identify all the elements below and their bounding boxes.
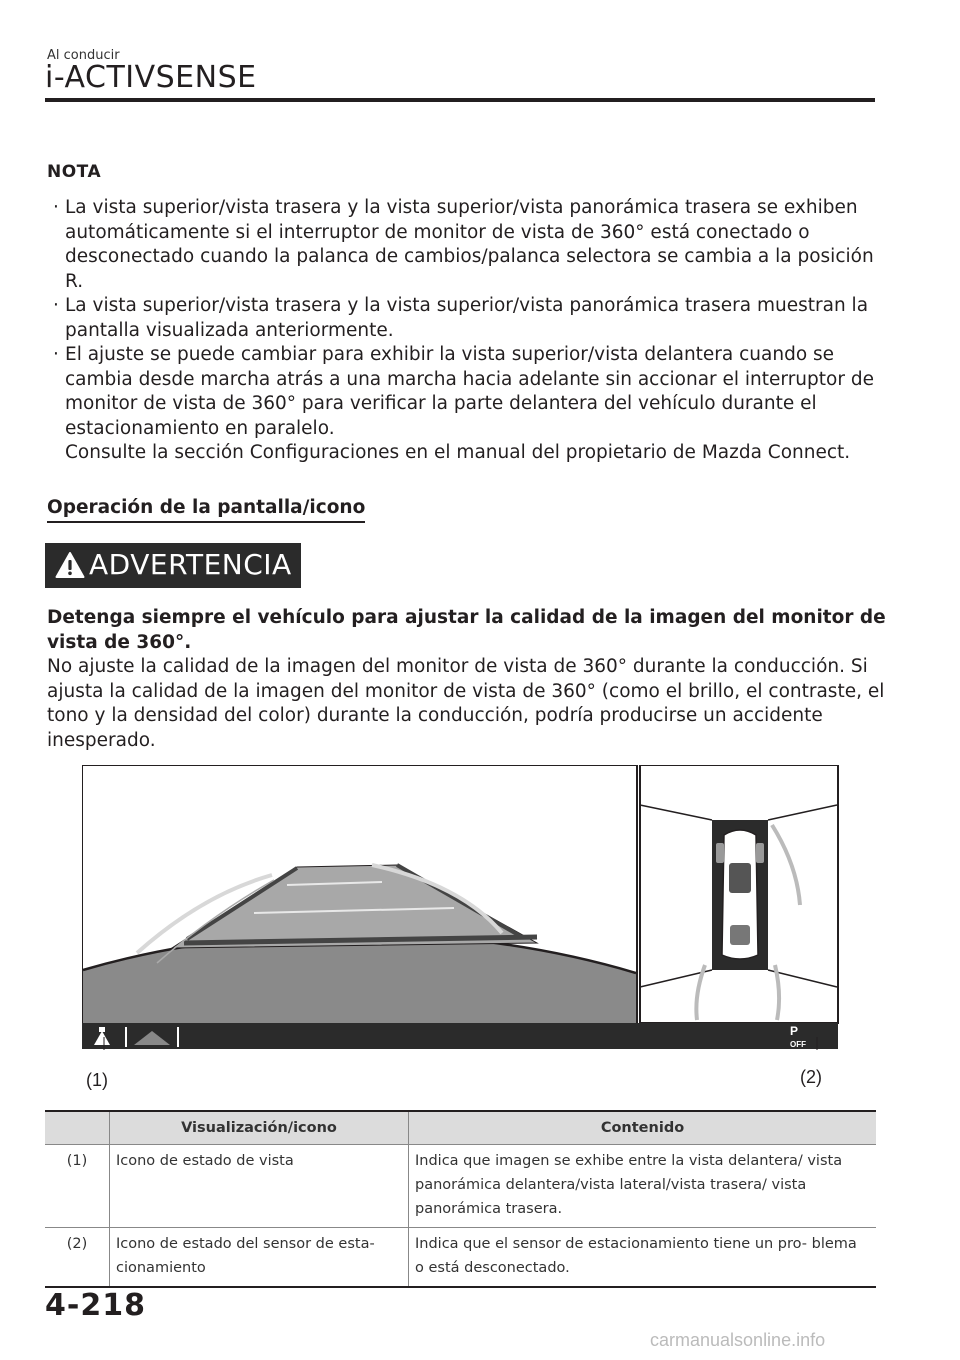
subheading: Operación de la pantalla/icono: [47, 497, 365, 523]
parking-sensor-p-label: P: [790, 1024, 799, 1038]
page-number: 4-218: [45, 1288, 146, 1323]
note-bullet-3-text: El ajuste se puede cambiar para exhibir la vista superior/vista delantera cuando se cambia desde marcha atrás a una marcha hacia adelante sin accionar el interruptor de monitor de vista de 360° para verificar la parte delantera del vehículo durante el estacionamiento en paralelo.: [65, 344, 874, 439]
header-rule: [45, 98, 875, 102]
row-num: (1): [45, 1145, 110, 1228]
chapter-title: i-ACTIVSENSE: [45, 60, 257, 95]
warning-label: ADVERTENCIA: [89, 548, 292, 581]
note-bullet-1: · La vista superior/vista trasera y la vista superior/vista panorámica trasera se exhiben automáticamente si el interruptor de monitor de vista de 360° está conectado o desconectado cuando la palanca de cambios/palanca selectora se cambia a la posición R.: [45, 196, 885, 294]
callout-2: (2): [800, 1067, 822, 1087]
callout-1: (1): [86, 1070, 108, 1090]
camera-display-illustration: [82, 765, 840, 1050]
warning-body-text: No ajuste la calidad de la imagen del monitor de vista de 360° durante la conducción. Si ajusta la calidad de la imagen del monitor de vista de 360° (como el brillo, el contraste, el tono y la densidad del color) durante la conducción, podría producirse un accidente inesperado.: [47, 656, 885, 751]
watermark: carmanualsonline.info: [650, 1330, 826, 1350]
icon-table: [45, 1110, 876, 1288]
row-content: Indica que imagen se exhibe entre la vista delantera/ vista panorámica delantera/vista lateral/vista trasera/ vista panorámica trasera.: [409, 1145, 877, 1228]
parking-sensor-off-label: OFF: [790, 1040, 806, 1049]
warning-bold-text: Detenga siempre el vehículo para ajustar la calidad de la imagen del monitor de vista de 360°.: [47, 607, 886, 653]
note-bullet-2: · La vista superior/vista trasera y la vista superior/vista panorámica trasera muestran la pantalla visualizada anteriormente.: [45, 294, 885, 343]
table-header-content: Contenido: [409, 1111, 877, 1145]
row-icon: Icono de estado del sensor de esta- cionamiento: [110, 1228, 409, 1288]
table-row: [45, 1145, 876, 1228]
warning-triangle-icon: [55, 551, 85, 579]
warning-banner: [45, 543, 301, 588]
row-icon: Icono de estado de vista: [110, 1145, 409, 1228]
section-label: Al conducir: [47, 48, 120, 63]
note-bullets: [45, 196, 885, 466]
note-bullet-3: [45, 343, 885, 466]
row-content: Indica que el sensor de estacionamiento tiene un pro- blema o está desconectado.: [409, 1228, 877, 1288]
row-num: (2): [45, 1228, 110, 1288]
table-header-num: [45, 1111, 110, 1145]
table-header-icon: Visualización/icono: [110, 1111, 409, 1145]
table-row: [45, 1228, 876, 1288]
note-bullet-3-extra: Consulte la sección Configuraciones en el manual del propietario de Mazda Connect.: [65, 442, 851, 463]
note-title: NOTA: [47, 162, 102, 182]
